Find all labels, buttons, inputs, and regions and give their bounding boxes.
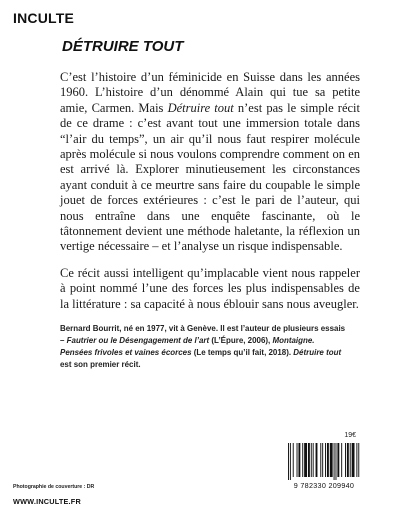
isbn-number: 9 782330 209940 bbox=[293, 481, 355, 490]
bio-work-title: Détruire tout bbox=[293, 347, 342, 357]
bio-work-title: Fautrier ou le Désengagement de l’art bbox=[66, 335, 210, 345]
blurb-paragraph-1 bbox=[60, 70, 360, 255]
blurb-text: n’est pas le simple récit de ce drame : c’est avant tout une immersion totale dans “l’air du temps”, un air qu’il nous faut respirer molécule après molécule si nous voulons comprendre comment on en est arrivé là. Explorer minutieusement les circonstances ayant conduit à ce meurtre sans faire du coupable le simple jouet de forces extérieures : c’est le pari de l’auteur, qui nous entraîne dans une enquête fascinante, où le tâtonnement devient une méthode haletante, la réflexion un vertige nécessaire – et l’analyse un risque indispensable. bbox=[60, 100, 360, 254]
isbn-barcode bbox=[286, 443, 362, 489]
bio-text: est son premier récit. bbox=[60, 359, 141, 369]
bio-text: (Le temps qu’il fait, 2018). bbox=[191, 347, 294, 357]
publisher-website: WWW.INCULTE.FR bbox=[13, 497, 81, 506]
publisher-logo: INCULTE bbox=[13, 10, 75, 26]
blurb-text: C’est l’histoire d’un féminicide en Suisse dans les années 1960. L’histoire d’un dénommé Alain qui tue sa petite amie, Carmen. Mais bbox=[60, 70, 360, 115]
blurb-paragraph-2: Ce récit aussi intelligent qu’implacable vient nous rappeler à point nommé l’une des forces les plus indispensables de la littérature : sa capacité à nous éblouir sans nous aveugler. bbox=[60, 265, 360, 311]
cover-photo-credit bbox=[13, 484, 94, 490]
blurb-title-mention: Détruire tout bbox=[167, 100, 234, 115]
back-cover-blurb bbox=[60, 70, 360, 323]
price-label: 19€ bbox=[344, 432, 356, 439]
credit-tail: DR bbox=[86, 484, 95, 490]
credit-label: Photographie de couverture : bbox=[13, 484, 87, 490]
author-bio bbox=[60, 322, 348, 370]
bio-work-title: Montaigne. Pensées frivoles et vaines écorces bbox=[60, 335, 315, 357]
barcode-icon bbox=[286, 443, 362, 480]
bio-text: Bernard Bourrit, né en 1977, vit à Genève. Il est l’auteur de plusieurs essais – bbox=[60, 323, 346, 345]
book-title: DÉTRUIRE TOUT bbox=[62, 38, 184, 55]
bio-text: (L’Épure, 2006), bbox=[209, 335, 273, 345]
